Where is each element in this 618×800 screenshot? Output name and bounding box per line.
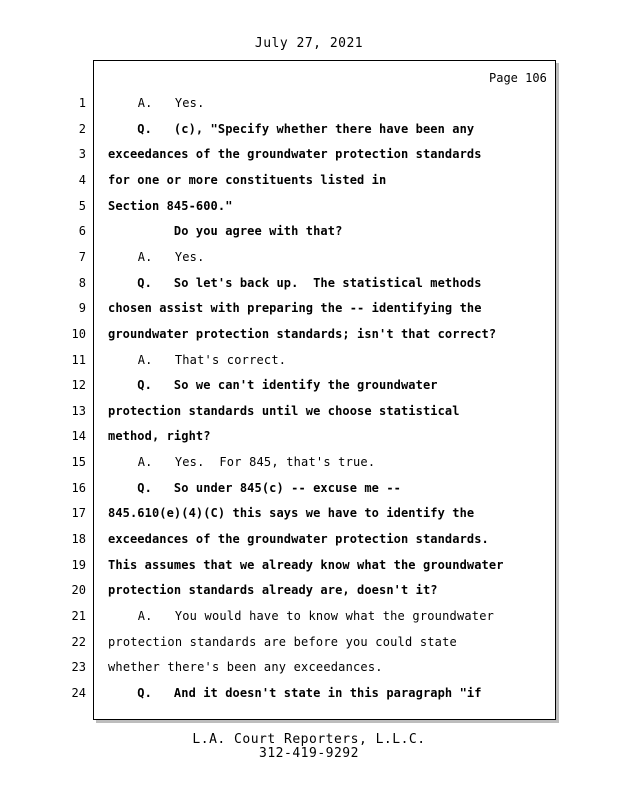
transcript-line: A. Yes. For 845, that's true. <box>108 455 376 469</box>
line-number: 24 <box>71 686 86 700</box>
line-number: 5 <box>78 199 86 213</box>
footer-phone: 312-419-9292 <box>259 746 359 761</box>
line-number: 17 <box>71 506 86 520</box>
footer <box>0 733 618 761</box>
transcript-line: A. You would have to know what the groundwater <box>108 609 495 623</box>
transcript-line: This assumes that we already know what the groundwater <box>108 558 504 572</box>
transcript-line: A. Yes. <box>108 96 205 110</box>
line-number: 6 <box>78 224 86 238</box>
line-number: 16 <box>71 481 86 495</box>
line-number: 14 <box>71 429 86 443</box>
transcript-line: 845.610(e)(4)(C) this says we have to identify the <box>108 506 475 520</box>
line-number: 10 <box>71 327 86 341</box>
footer-company: L.A. Court Reporters, L.L.C. <box>192 732 426 747</box>
transcript-line: exceedances of the groundwater protection standards <box>108 147 482 161</box>
transcript-line: Q. So under 845(c) -- excuse me -- <box>108 481 401 495</box>
transcript-line: for one or more constituents listed in <box>108 173 387 187</box>
line-number: 1 <box>78 96 86 110</box>
transcript-line: Q. So we can't identify the groundwater <box>108 378 438 392</box>
line-number: 7 <box>78 250 86 264</box>
line-number: 8 <box>78 276 86 290</box>
line-number: 15 <box>71 455 86 469</box>
line-number: 11 <box>71 353 86 367</box>
line-number: 9 <box>78 301 86 315</box>
transcript-line: protection standards already are, doesn't it? <box>108 583 438 597</box>
transcript-line: Do you agree with that? <box>108 224 343 238</box>
transcript-line: A. That's correct. <box>108 353 287 367</box>
transcript-line: groundwater protection standards; isn't that correct? <box>108 327 497 341</box>
transcript-line: Section 845-600." <box>108 199 233 213</box>
line-number: 12 <box>71 378 86 392</box>
line-number: 23 <box>71 660 86 674</box>
transcript-line: protection standards are before you could state <box>108 635 457 649</box>
transcript-line: chosen assist with preparing the -- identifying the <box>108 301 482 315</box>
transcript-line: A. Yes. <box>108 250 205 264</box>
line-number: 19 <box>71 558 86 572</box>
transcript-line: exceedances of the groundwater protection standards. <box>108 532 489 546</box>
transcript-line: protection standards until we choose statistical <box>108 404 460 418</box>
transcript-line: Q. (c), "Specify whether there have been any <box>108 122 475 136</box>
line-number: 4 <box>78 173 86 187</box>
line-number: 2 <box>78 122 86 136</box>
page-number: Page 106 <box>489 71 547 85</box>
transcript-line: whether there's been any exceedances. <box>108 660 383 674</box>
line-number: 3 <box>78 147 86 161</box>
transcript-line: Q. So let's back up. The statistical methods <box>108 276 482 290</box>
transcript-date: July 27, 2021 <box>254 36 364 51</box>
line-number: 22 <box>71 635 86 649</box>
transcript-line: method, right? <box>108 429 211 443</box>
line-number: 21 <box>71 609 86 623</box>
transcript-line: Q. And it doesn't state in this paragraph "if <box>108 686 482 700</box>
line-number: 20 <box>71 583 86 597</box>
line-number: 18 <box>71 532 86 546</box>
line-number: 13 <box>71 404 86 418</box>
